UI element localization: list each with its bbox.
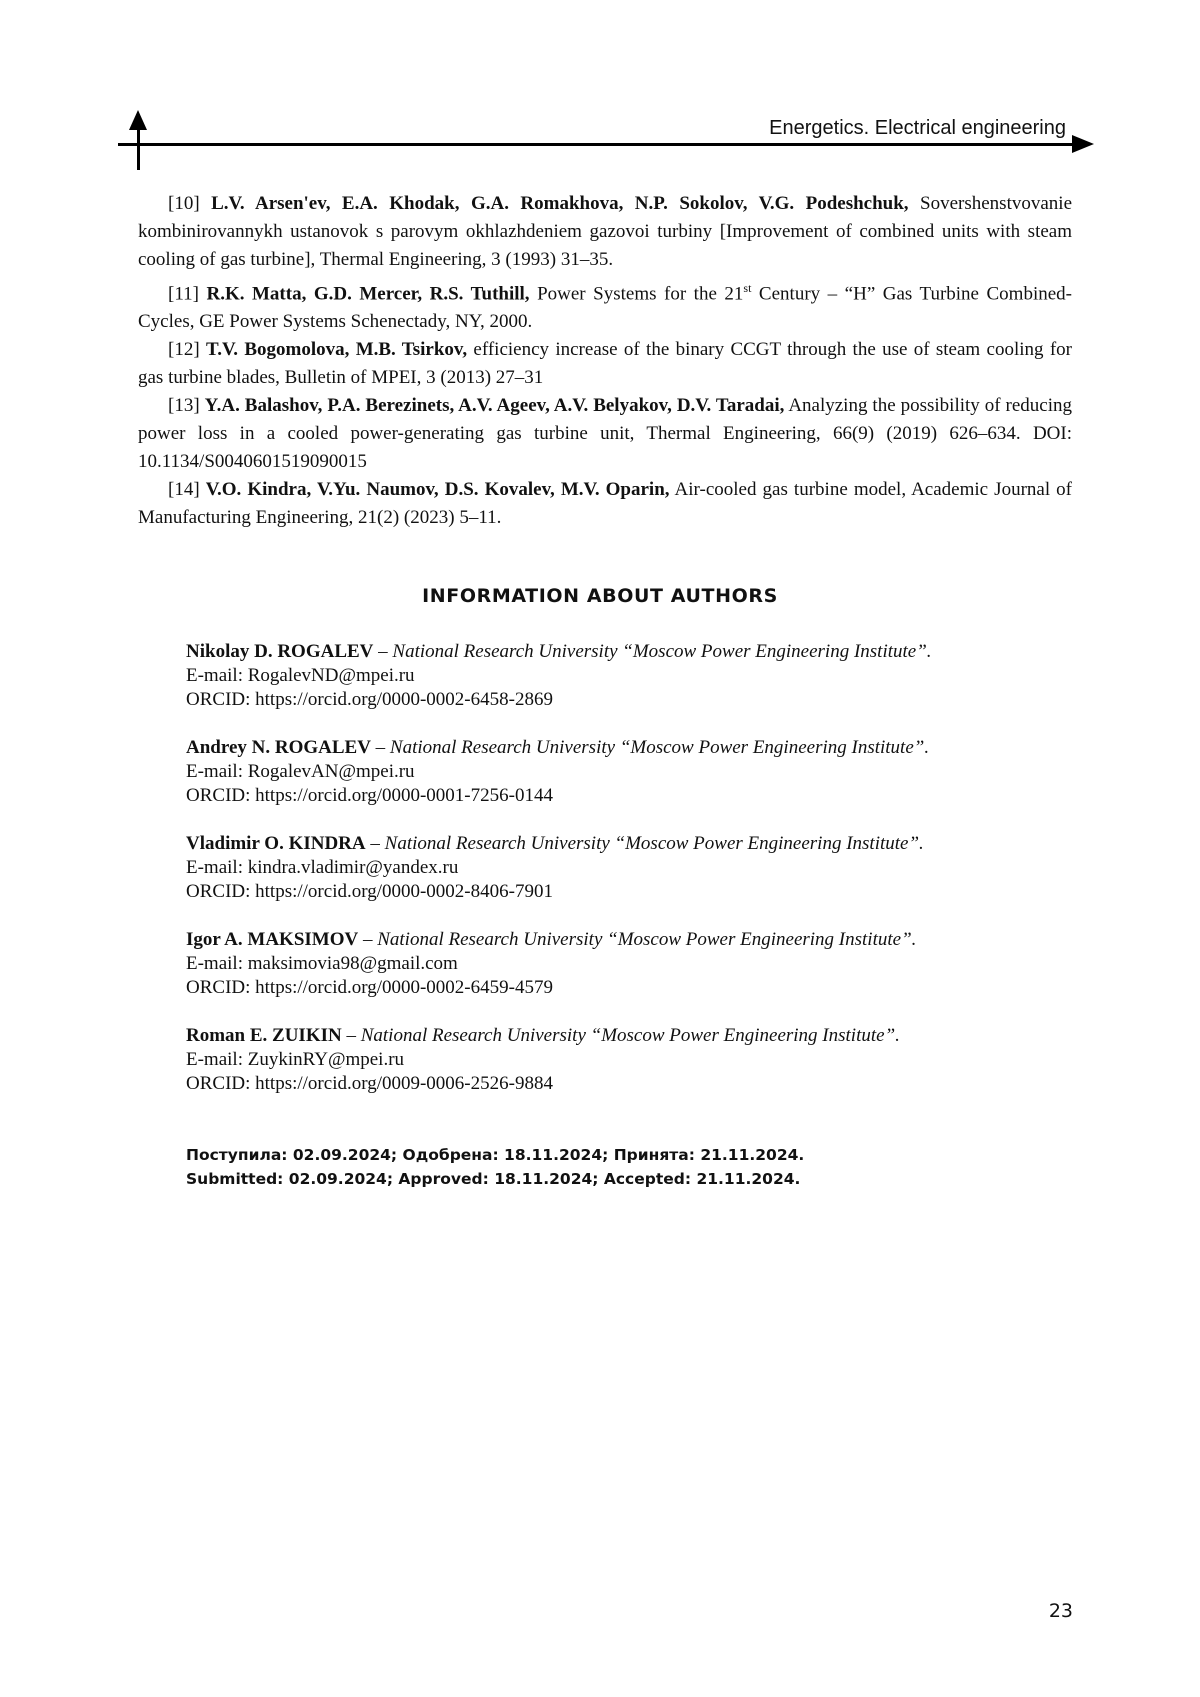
author-dash: – bbox=[373, 641, 393, 662]
header-vertical-rule bbox=[137, 124, 140, 170]
reference-text: Sovershenstvovanie kombinirovannykh ustanovok s parovym okhlazhdeniem gazovoi turbiny [Improvement of combined units with steam cooling of gas turbine], Thermal Engineering, 3 (1993) 31–35. bbox=[138, 193, 1073, 270]
reference-text: Analyzing the possibility of reducing power loss in a cooled power-generating gas turbine unit, Thermal Engineering, 66(9) (2019) 626–634. DOI: 10.1134/S0040601519090015 bbox=[138, 395, 1073, 473]
reference-item bbox=[138, 274, 1072, 336]
author-orcid: ORCID: https://orcid.org/0000-0002-8406-7901 bbox=[186, 881, 553, 902]
reference-number: [14] bbox=[168, 479, 200, 501]
reference-authors: V.O. Kindra, V.Yu. Naumov, D.S. Kovalev, M.V. Oparin, bbox=[205, 479, 670, 501]
reference-number: [10] bbox=[168, 193, 200, 214]
author-entry bbox=[186, 736, 1086, 808]
dates-russian: Поступила: 02.09.2024; Одобрена: 18.11.2024; Принята: 21.11.2024. bbox=[186, 1146, 805, 1164]
reference-authors: L.V. Arsen'ev, E.A. Khodak, G.A. Romakhova, N.P. Sokolov, V.G. Podeshchuk, bbox=[211, 193, 909, 214]
authors-list bbox=[186, 640, 1086, 1120]
page-number: 23 bbox=[1048, 1600, 1073, 1622]
reference-number: [12] bbox=[168, 339, 200, 361]
reference-text: Power Systems for the 21 bbox=[537, 283, 744, 305]
author-affiliation: National Research University “Moscow Power Engineering Institute”. bbox=[377, 929, 917, 950]
reference-item bbox=[138, 336, 1072, 392]
author-name: Roman E. ZUIKIN bbox=[186, 1025, 342, 1046]
submission-dates bbox=[186, 1143, 1086, 1191]
author-dash: – bbox=[365, 833, 385, 854]
reference-list bbox=[138, 190, 1072, 532]
author-entry bbox=[186, 832, 1086, 904]
reference-superscript: st bbox=[743, 281, 752, 295]
reference-number: [13] bbox=[168, 395, 200, 417]
author-affiliation: National Research University “Moscow Power Engineering Institute”. bbox=[389, 737, 930, 758]
header-right-arrow-icon bbox=[1072, 135, 1094, 153]
reference-item bbox=[138, 476, 1072, 532]
author-name: Vladimir O. KINDRA bbox=[186, 833, 366, 854]
reference-text: efficiency increase of the binary CCGT through the use of steam cooling for gas turbine blades, Bulletin of MPEI, 3 (2013) 27–31 bbox=[138, 339, 1072, 389]
author-dash: – bbox=[341, 1025, 361, 1046]
author-orcid: ORCID: https://orcid.org/0009-0006-2526-9884 bbox=[186, 1073, 553, 1094]
author-orcid: ORCID: https://orcid.org/0000-0002-6458-2869 bbox=[186, 689, 553, 710]
reference-text-continued: Century – “H” Gas Turbine Combined-Cycles, GE Power Systems Schenectady, NY, 2000. bbox=[138, 283, 1072, 333]
author-affiliation: National Research University “Moscow Power Engineering Institute”. bbox=[384, 833, 924, 854]
reference-item bbox=[138, 392, 1072, 476]
author-name: Nikolay D. ROGALEV bbox=[186, 641, 374, 662]
author-email: E-mail: kindra.vladimir@yandex.ru bbox=[186, 857, 459, 878]
reference-authors: Y.A. Balashov, P.A. Berezinets, A.V. Ageev, A.V. Belyakov, D.V. Taradai, bbox=[204, 395, 785, 417]
reference-item bbox=[138, 190, 1072, 274]
author-entry bbox=[186, 1024, 1086, 1096]
author-entry bbox=[186, 928, 1086, 1000]
running-header-section: Energetics. Electrical engineering bbox=[769, 117, 1066, 139]
reference-text: Air-cooled gas turbine model, Academic Journal of Manufacturing Engineering, 21(2) (2023) 5–11. bbox=[138, 479, 1073, 529]
author-dash: – bbox=[370, 737, 390, 758]
author-orcid: ORCID: https://orcid.org/0000-0002-6459-4579 bbox=[186, 977, 553, 998]
author-dash: – bbox=[358, 929, 378, 950]
reference-number: [11] bbox=[168, 283, 199, 305]
author-email: E-mail: ZuykinRY@mpei.ru bbox=[186, 1049, 405, 1070]
author-affiliation: National Research University “Moscow Power Engineering Institute”. bbox=[392, 641, 932, 662]
dates-english: Submitted: 02.09.2024; Approved: 18.11.2024; Accepted: 21.11.2024. bbox=[186, 1170, 801, 1188]
author-email: E-mail: RogalevND@mpei.ru bbox=[186, 665, 415, 686]
author-email: E-mail: RogalevAN@mpei.ru bbox=[186, 761, 415, 782]
author-entry bbox=[186, 640, 1086, 712]
author-name: Andrey N. ROGALEV bbox=[186, 737, 371, 758]
author-name: Igor A. MAKSIMOV bbox=[186, 929, 359, 950]
reference-authors: R.K. Matta, G.D. Mercer, R.S. Tuthill, bbox=[206, 283, 530, 305]
author-affiliation: National Research University “Moscow Power Engineering Institute”. bbox=[360, 1025, 900, 1046]
reference-authors: T.V. Bogomolova, M.B. Tsirkov, bbox=[205, 339, 468, 361]
authors-section-title: INFORMATION ABOUT AUTHORS bbox=[422, 585, 778, 607]
header-rule bbox=[118, 143, 1073, 146]
author-orcid: ORCID: https://orcid.org/0000-0001-7256-0144 bbox=[186, 785, 553, 806]
author-email: E-mail: maksimovia98@gmail.com bbox=[186, 953, 458, 974]
